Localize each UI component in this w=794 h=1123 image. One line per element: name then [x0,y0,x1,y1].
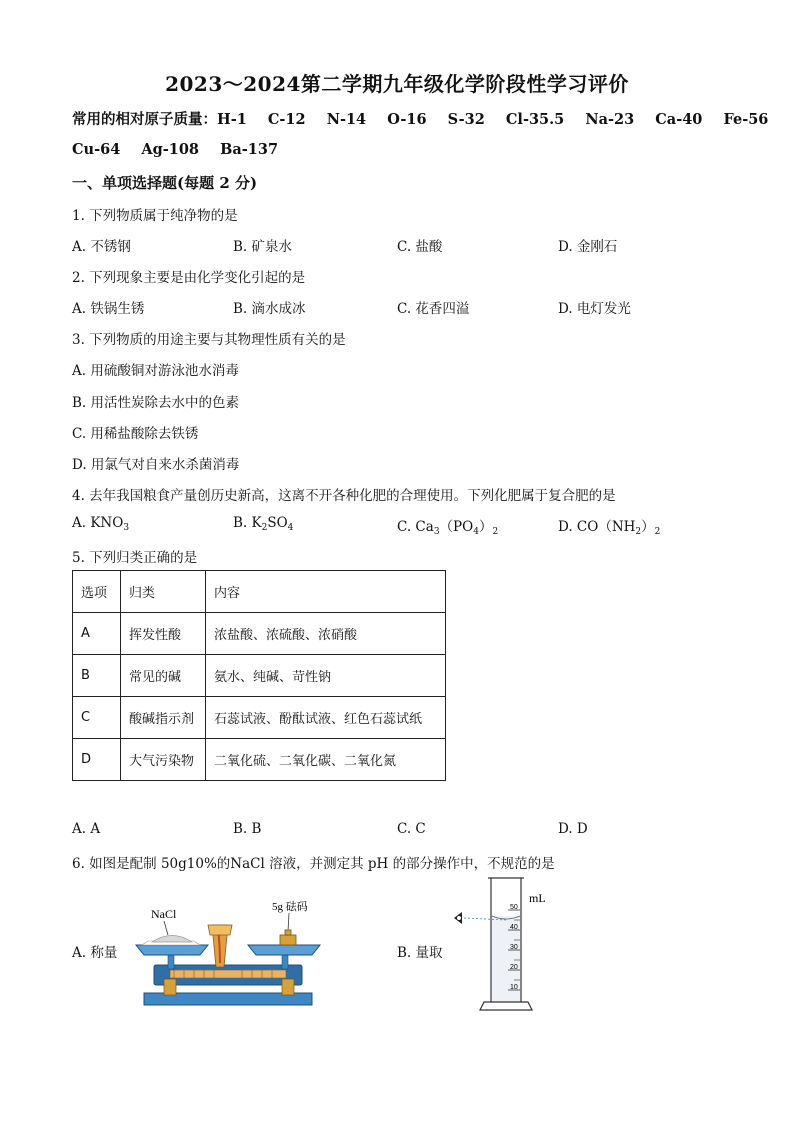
mass-cl: Cl-35.5 [505,111,565,128]
table-cell: B [73,655,121,697]
q5-option-b: B. B [233,821,262,837]
q2-option-c: C. 花香四溢 [397,301,470,317]
q2-option-a: A. 铁锅生锈 [72,301,145,317]
q3-option-d: D. 用氯气对自来水杀菌消毒 [72,457,240,473]
table-header-row [73,571,446,613]
q5-option-d: D. D [558,821,588,837]
balance-left-foot [164,979,176,995]
q6-stem: 6. 如图是配制 50g10%的NaCl 溶液，并测定其 pH 的部分操作中，不规范的是 [72,856,555,872]
balance-right-foot [282,979,294,995]
mass-ag: Ag-108 [141,141,200,158]
q4-d-sub2: 2 [654,527,661,537]
q4-c-sub1: 3 [433,527,440,537]
table-cell: 石蕊试液、酚酞试液、红色石蕊试纸 [206,697,446,739]
q4-option-d [558,515,660,537]
mass-o: O-16 [387,111,427,128]
q1-option-a: A. 不锈钢 [72,239,131,255]
table-header-cell: 归类 [121,571,206,613]
weight-5g [280,935,296,945]
q6-option-b: B. 量取 [397,945,443,961]
table-cell: 二氧化硫、二氧化碳、二氧化氮 [206,739,446,781]
graduated-cylinder-illustration [450,872,560,1022]
table-row [73,613,446,655]
nacl-pile [152,936,192,943]
weight-label: 5g 砝码 [272,901,308,913]
left-pan [136,945,208,955]
q5-option-a: A. A [72,821,101,837]
q2-stem: 2. 下列现象主要是由化学变化引起的是 [72,270,306,286]
classification-table [72,570,446,781]
q4-d-text: D. CO（NH [558,519,636,535]
cylinder-tick-label: 30 [510,944,518,951]
q3-option-c: C. 用稀盐酸除去铁锈 [72,426,199,442]
table-cell: A [73,613,121,655]
table-header-cell: 选项 [73,571,121,613]
q4-c-text: C. Ca [397,519,434,535]
table-row [73,655,446,697]
q4-b-sub2: 4 [287,523,294,533]
q2-option-d: D. 电灯发光 [558,301,631,317]
section-heading: 一、单项选择题(每题 2 分) [72,174,258,192]
cylinder-tick-label: 10 [510,984,518,991]
table-cell: D [73,739,121,781]
mass-na: Na-23 [585,111,635,128]
q4-c-post: ） [478,519,493,535]
mass-n: N-14 [326,111,367,128]
mass-c: C-12 [267,111,306,128]
cylinder-unit-label: mL [529,891,546,905]
q4-c-sub3: 2 [492,527,499,537]
q2-option-b: B. 滴水成冰 [233,301,306,317]
q4-b-sub1: 2 [261,523,268,533]
q5-stem: 5. 下列归类正确的是 [72,550,198,566]
q4-option-c [397,515,498,537]
nacl-leader-line [164,921,168,935]
table-cell: 常见的碱 [121,655,206,697]
q4-stem: 4. 去年我国粮食产量创历史新高，这离不开各种化肥的合理使用。下列化肥属于复合肥的是 [72,488,616,504]
table-cell: C [73,697,121,739]
mass-ca: Ca-40 [655,111,703,128]
q4-d-post: ） [641,519,655,535]
table-cell: 酸碱指示剂 [121,697,206,739]
q4-d-sub1: 2 [635,527,642,537]
balance-scale-bar [170,970,286,978]
q1-option-d: D. 金刚石 [558,239,618,255]
q4-b-text: B. K [233,515,262,531]
weight-leader-line [288,913,289,931]
page-title: 2023～2024第二学期九年级化学阶段性学习评价 [165,72,629,96]
q4-a-sub: 3 [123,523,130,533]
cylinder-tick-label: 40 [510,924,518,931]
mass-h: H-1 [217,111,247,128]
q1-option-c: C. 盐酸 [397,239,443,255]
q1-stem: 1. 下列物质属于纯净物的是 [72,208,238,224]
nacl-label: NaCl [151,907,177,921]
q4-option-b [233,515,293,533]
q4-c-mid: （PO [439,519,474,535]
table-row [73,739,446,781]
atomic-masses-line2 [72,141,278,158]
table-cell: 挥发性酸 [121,613,206,655]
table-cell: 浓盐酸、浓硫酸、浓硝酸 [206,613,446,655]
balance-illustration [122,895,334,1011]
q4-option-a [72,515,129,533]
right-pan [248,945,320,955]
table-row [73,697,446,739]
q4-b-mid: SO [267,515,288,531]
atomic-masses-line1 [72,108,768,129]
q3-option-a: A. 用硫酸铜对游泳池水消毒 [72,363,239,379]
cylinder-base [480,1002,532,1010]
q3-stem: 3. 下列物质的用途主要与其物理性质有关的是 [72,332,346,348]
atomic-masses-label: 常用的相对原子质量： [72,111,217,128]
q6-option-a: A. 称量 [72,945,118,961]
mass-cu: Cu-64 [72,141,121,158]
q4-a-text: A. KNO [72,515,124,531]
table-cell: 氨水、纯碱、苛性钠 [206,655,446,697]
q1-option-b: B. 矿泉水 [233,239,293,255]
mass-s: S-32 [447,111,485,128]
table-cell: 大气污染物 [121,739,206,781]
q4-c-sub2: 4 [473,527,479,537]
mass-ba: Ba-137 [220,141,279,158]
q3-option-b: B. 用活性炭除去水中的色素 [72,395,240,411]
table-header-cell: 内容 [206,571,446,613]
q5-option-c: C. C [397,821,426,837]
mass-fe: Fe-56 [723,111,769,128]
cylinder-tick-label: 20 [510,964,518,971]
cylinder-tick-label: 50 [510,904,518,911]
